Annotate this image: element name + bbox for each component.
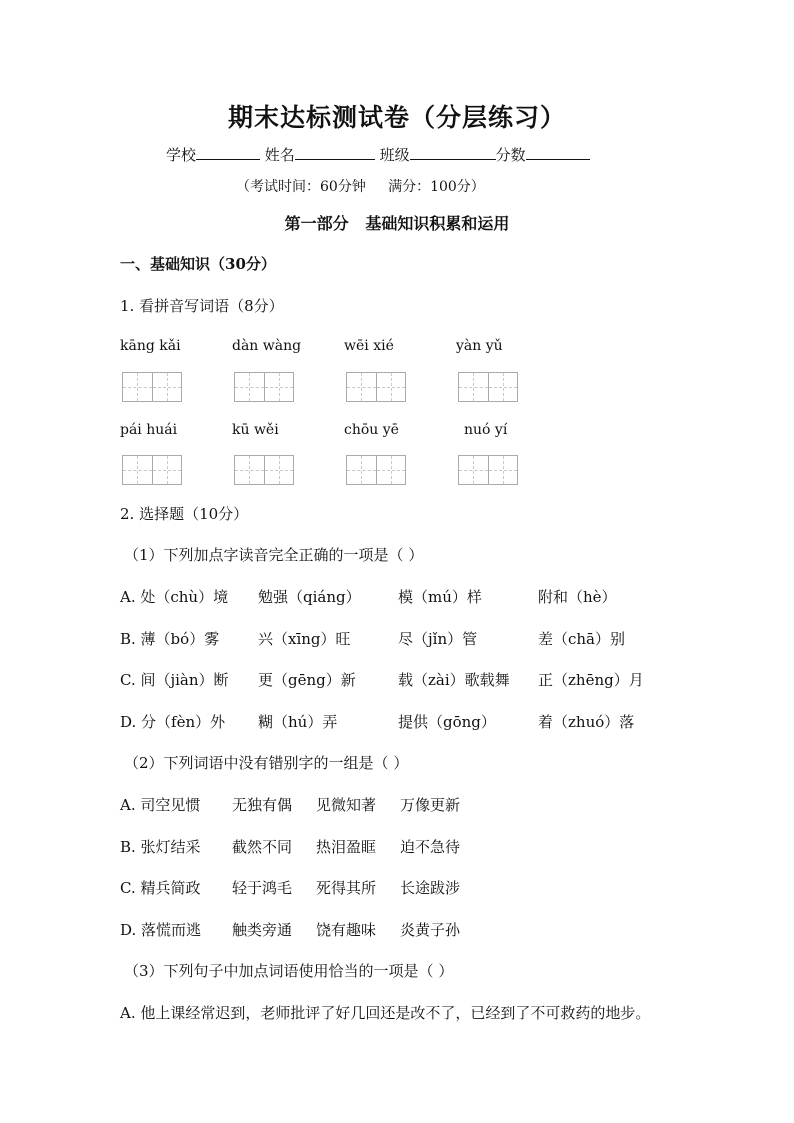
option-a-item: 勉强（qiáng）	[258, 588, 361, 606]
q2-title: 2. 选择题（10分）	[120, 505, 249, 523]
option-b-item: 尽（jǐn）管	[398, 630, 478, 648]
option-b-item: 兴（xīng）旺	[258, 630, 351, 648]
exam-info: （考试时间：60分钟 满分：100分）	[236, 179, 485, 195]
option-a-item[interactable]: A. 他上课经常迟到，老师批评了好几回还是改不了，已经到了不可救药的地步。	[120, 1004, 651, 1022]
score-blank[interactable]	[526, 144, 590, 160]
option-d-item: 提供（gōng）	[398, 713, 496, 731]
option-b-item: 差（chā）别	[538, 630, 626, 648]
student-info-line	[166, 144, 590, 165]
option-b-item: 截然不同	[232, 838, 293, 856]
option-c-item: 死得其所	[316, 879, 377, 897]
section-title: 一、基础知识（30分）	[120, 255, 276, 273]
option-b-item[interactable]: B. 薄（bó）雾	[120, 630, 220, 648]
option-b-item: 迫不急待	[400, 838, 461, 856]
writing-grid[interactable]	[346, 372, 406, 402]
option-a-item: 见微知著	[316, 796, 377, 814]
option-a-item: 附和（hè）	[538, 588, 617, 606]
option-d-item: 触类旁通	[232, 921, 293, 939]
writing-grid[interactable]	[122, 455, 182, 485]
option-a-item[interactable]: A. 处（chù）境	[120, 588, 229, 606]
writing-grid[interactable]	[122, 372, 182, 402]
option-d-item[interactable]: D. 分（fèn）外	[120, 713, 226, 731]
writing-grid[interactable]	[458, 455, 518, 485]
pinyin-label: kū wěi	[232, 422, 279, 438]
option-b-item: 热泪盈眶	[316, 838, 377, 856]
writing-grid[interactable]	[458, 372, 518, 402]
option-d-item: 糊（hú）弄	[258, 713, 338, 731]
q2-sub3-stem: （3）下列句子中加点词语使用恰当的一项是（ ）	[124, 962, 454, 980]
pinyin-label: kāng kǎi	[120, 338, 181, 354]
option-c-item[interactable]: C. 精兵简政	[120, 879, 201, 897]
class-blank[interactable]	[410, 144, 496, 160]
option-c-item[interactable]: C. 间（jiàn）断	[120, 671, 229, 689]
pinyin-label: wēi xié	[344, 338, 394, 354]
option-c-item: 载（zài）歌载舞	[398, 671, 510, 689]
q2-sub2-stem: （2）下列词语中没有错别字的一组是（ ）	[124, 754, 409, 772]
school-blank[interactable]	[196, 144, 260, 160]
page-title: 期末达标测试卷（分层练习）	[227, 103, 566, 132]
option-b-item[interactable]: B. 张灯结采	[120, 838, 201, 856]
school-label: 学校	[166, 146, 197, 164]
q1-title: 1. 看拼音写词语（8分）	[120, 297, 284, 315]
writing-grid[interactable]	[234, 455, 294, 485]
option-a-item: 无独有偶	[232, 796, 293, 814]
writing-grid[interactable]	[234, 372, 294, 402]
pinyin-label: dàn wàng	[232, 338, 302, 354]
option-d-item[interactable]: D. 落慌而逃	[120, 921, 202, 939]
q2-sub1-stem: （1）下列加点字读音完全正确的一项是（ ）	[124, 546, 424, 564]
writing-grid[interactable]	[346, 455, 406, 485]
option-a-item[interactable]: A. 司空见惯	[120, 796, 201, 814]
pinyin-label: yàn yǔ	[456, 338, 503, 354]
option-c-item: 长途跋涉	[400, 879, 461, 897]
score-label: 分数	[495, 146, 526, 164]
option-d-item: 饶有趣味	[316, 921, 377, 939]
part-title: 第一部分 基础知识积累和运用	[284, 214, 510, 233]
pinyin-label: pái huái	[120, 422, 178, 438]
option-d-item: 着（zhuó）落	[538, 713, 635, 731]
class-label: 班级	[379, 146, 410, 164]
name-blank[interactable]	[295, 144, 375, 160]
option-d-item: 炎黄子孙	[400, 921, 461, 939]
pinyin-label: chōu yē	[344, 422, 399, 438]
option-a-item: 模（mú）样	[398, 588, 482, 606]
pinyin-label: nuó yí	[464, 422, 508, 438]
option-a-item: 万像更新	[400, 796, 461, 814]
option-c-item: 轻于鸿毛	[232, 879, 293, 897]
option-c-item: 正（zhēng）月	[538, 671, 644, 689]
option-c-item: 更（gēng）新	[258, 671, 356, 689]
name-label: 姓名	[264, 146, 295, 164]
